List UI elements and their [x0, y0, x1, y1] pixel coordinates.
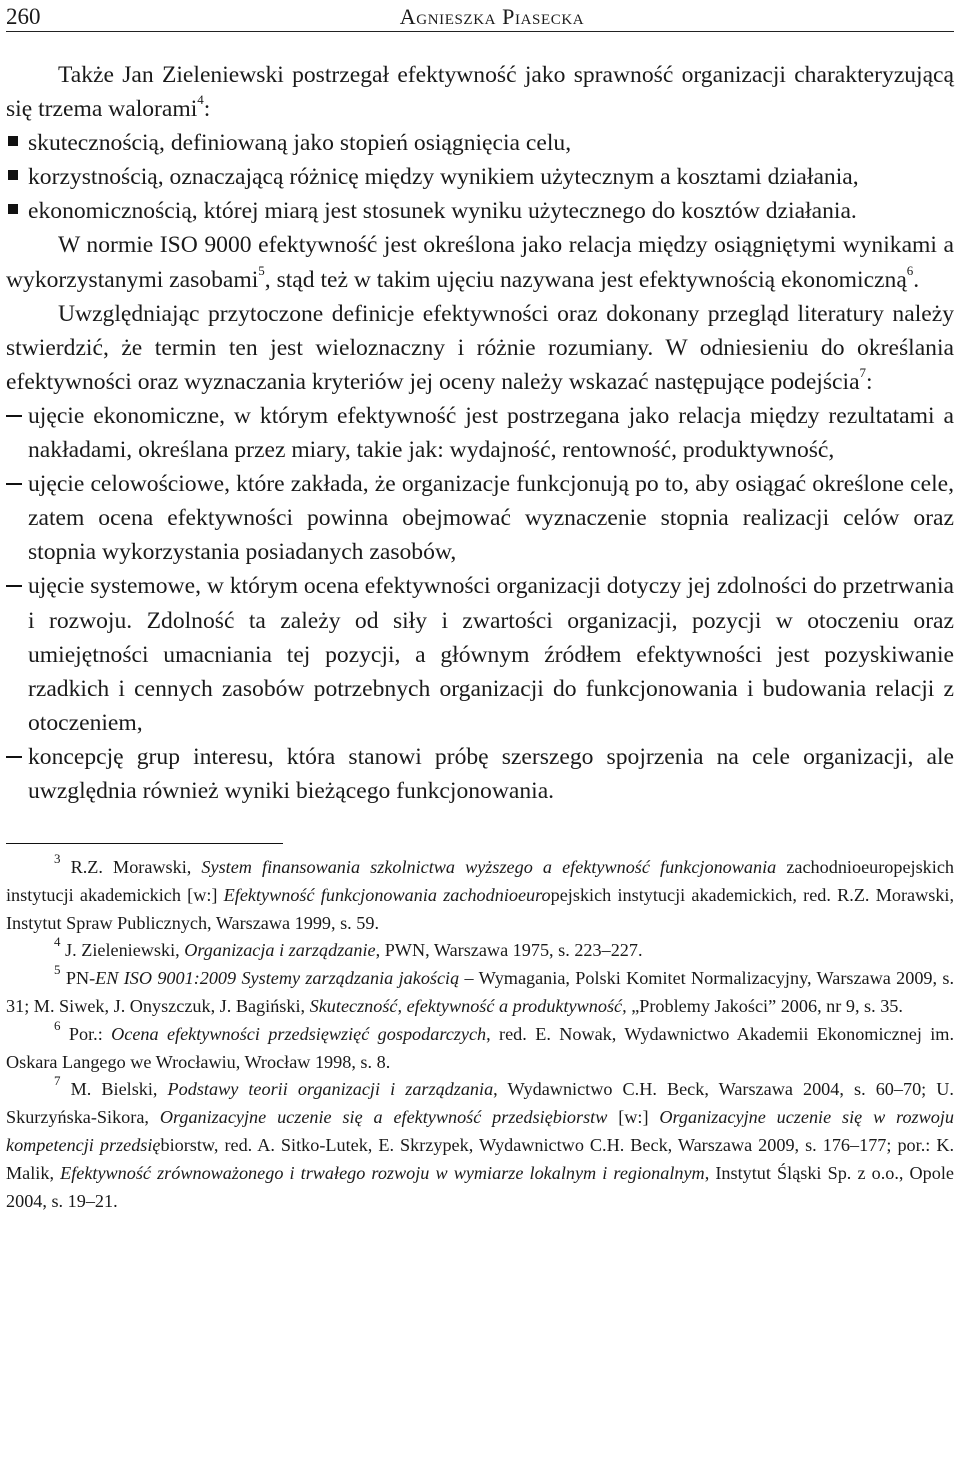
footnote-ref-5: 5	[258, 262, 265, 278]
dash-list	[6, 399, 954, 808]
footnote-6: $^6$ Por.: Ocena efektywności przedsięwzięć gospodarczych, red. E. Nowak, Wydawnictwo Akademii Ekonomicznej im. Oskara Langego we Wrocławiu, Wrocław 1998, s. 8.	[6, 1017, 954, 1072]
square-bullet-icon	[8, 136, 18, 146]
footnote-ref-7: 7	[859, 364, 867, 380]
dash-bullet-icon	[6, 585, 22, 587]
running-head: Agnieszka Piasecka	[399, 4, 585, 29]
paragraph-intro: Także Jan Zieleniewski postrzegał efektywność jako sprawność organizacji charakteryzującą się trzema walorami$^4$:	[6, 62, 954, 123]
list-item: skutecznością, definiowaną jako stopień osiągnięcia celu,	[6, 126, 954, 160]
footnote-7: $^7$ M. Bielski, Podstawy teorii organizacji i zarządzania, Wydawnictwo C.H. Beck, Warszawa 2004, s. 60–70; U. Skurzyńska-Sikora, Organizacyjne uczenie się a efektywność przedsiębiorstw [w:] Organizacyjne uczenie się w rozwoju kompetencji przedsiębiorstw, red. A. Sitko-Lutek, E. Skrzypek, Wydawnictwo C.H. Beck, Warszawa 2009, s. 176–177; por.: K. Malik, Efektywność zrównoważonego i trwałego rozwoju w wymiarze lokalnym i regionalnym, Instytut Śląski Sp. z o.o., Opole 2004, s. 19–21.	[6, 1073, 954, 1211]
square-bullet-list	[6, 126, 954, 228]
page-header	[6, 0, 954, 32]
list-item: koncepcję grup interesu, która stanowi próbę szerszego spojrzenia na cele organizacji, ale uwzględnia również wyniki bieżącego funkcjonowania.	[6, 740, 954, 808]
list-item: ujęcie celowościowe, które zakłada, że organizacje funkcjonują po to, aby osiągać określone cele, zatem ocena efektywności powinna obejmować wyznaczenie stopnia realizacji celów oraz stopnia wykorzystania posiadanych zasobów,	[6, 467, 954, 569]
dash-bullet-icon	[6, 483, 22, 485]
paragraph-iso: W normie ISO 9000 efektywność jest określona jako relacja między osiągniętymi wynikami a wykorzystanymi zasobami$^5$, stąd też w takim ujęciu nazywana jest efektywnością ekonomiczną$^6$.	[6, 232, 954, 293]
square-bullet-icon	[8, 170, 18, 180]
footnote-4: $^4$ J. Zieleniewski, Organizacja i zarządzanie, PWN, Warszawa 1975, s. 223–227.	[54, 934, 643, 961]
footnote-3: $^3$ R.Z. Morawski, System finansowania szkolnictwa wyższego a efektywność funkcjonowania zachodnioeuropejskich instytucji akademickich [w:] Efektywność funkcjonowania zachodnioeuropejskich instytucji akademickich, red. R.Z. Morawski, Instytut Spraw Publicznych, Warszawa 1999, s. 59.	[6, 851, 955, 933]
footnote-divider	[6, 843, 283, 844]
footnote-5: $^5$ PN-EN ISO 9001:2009 Systemy zarządzania jakością – Wymagania, Polski Komitet Normalizacyjny, Warszawa 2009, s. 31; M. Siwek, J. Onyszczuk, J. Bagiński, Skuteczność, efektywność a produktywność, „Problemy Jakości” 2006, nr 9, s. 35.	[6, 962, 954, 1017]
dash-bullet-icon	[6, 415, 22, 417]
page-number: 260	[6, 4, 41, 29]
list-item: korzystnością, oznaczającą różnicę między wynikiem użytecznym a kosztami działania,	[6, 160, 954, 194]
footnotes	[6, 851, 955, 1215]
footnote-ref-6: 6	[906, 262, 914, 278]
paragraph-approaches: Uwzględniając przytoczone definicje efektywności oraz dokonany przegląd literatury należy stwierdzić, że termin ten jest wieloznaczny i różnie rozumiany. W odniesieniu do określania efektywności oraz wyznaczania kryteriów jej oceny należy wskazać następujące podejścia$^7$:	[6, 300, 954, 395]
footnote-ref-4: 4	[197, 92, 204, 108]
main-text	[6, 58, 954, 808]
list-item: ujęcie systemowe, w którym ocena efektywności organizacji dotyczy jej zdolności do przetrwania i rozwoju. Zdolność ta zależy od siły i zwartości organizacji, pozycji w otoczeniu oraz umiejętności umacniania tej pozycji, a głównym źródłem efektywności jest pozyskiwanie rzadkich i cennych zasobów potrzebnych organizacji do funkcjonowania i budowania relacji z otoczeniem,	[6, 569, 954, 739]
dash-bullet-icon	[6, 756, 22, 758]
square-bullet-icon	[8, 204, 18, 214]
list-item: ujęcie ekonomiczne, w którym efektywność jest postrzegana jako relacja między rezultatami a nakładami, określana przez miary, takie jak: wydajność, rentowność, produktywność,	[6, 399, 954, 467]
list-item: ekonomicznością, której miarą jest stosunek wyniku użytecznego do kosztów działania.	[6, 194, 954, 228]
